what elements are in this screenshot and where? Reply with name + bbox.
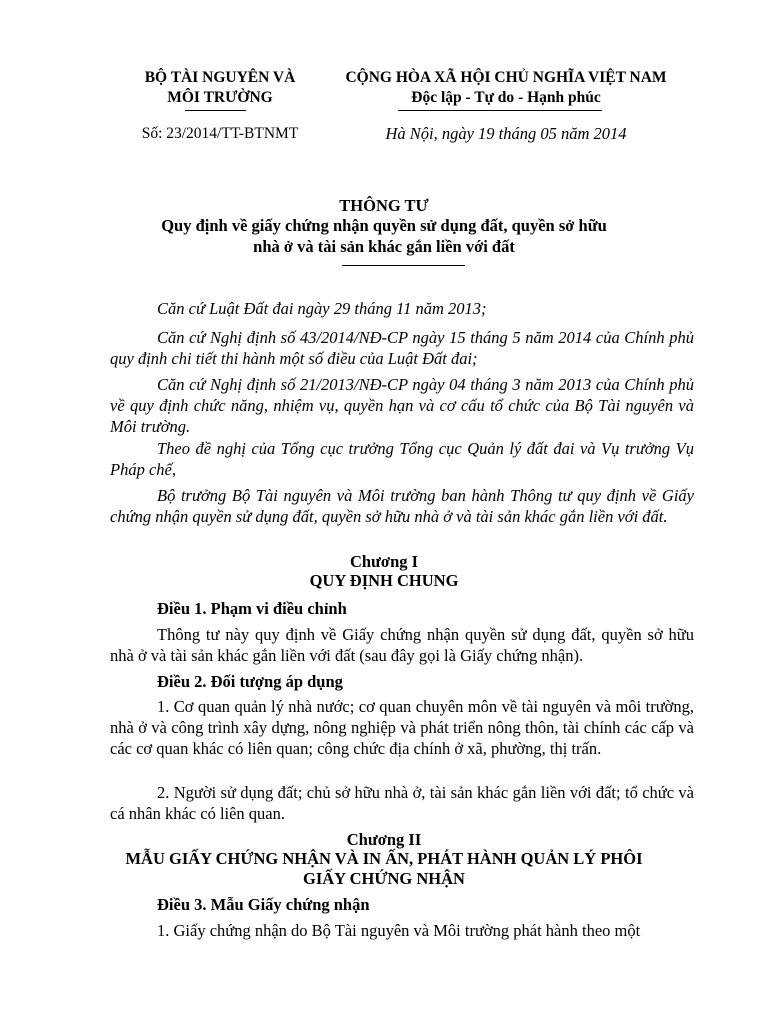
document-type: THÔNG TƯ xyxy=(339,196,429,215)
agency-line1: BỘ TÀI NGUYÊN VÀ xyxy=(144,69,296,86)
article3-title: Điều 3. Mẫu Giấy chứng nhận xyxy=(157,895,370,914)
chapter2-title-line2: GIẤY CHỨNG NHẬN xyxy=(303,869,465,888)
article1-title: Điều 1. Phạm vi điều chỉnh xyxy=(157,599,347,618)
chapter1-title: QUY ĐỊNH CHUNG xyxy=(309,571,459,590)
agency-underline xyxy=(185,110,246,111)
article3-item1: 1. Giấy chứng nhận do Bộ Tài nguyên và Môi trường phát hành theo một xyxy=(157,921,641,940)
motto: Độc lập - Tự do - Hạnh phúc xyxy=(411,89,601,106)
preamble-4: Theo đề nghị của Tổng cục trưởng Tổng cục Quản lý đất đai và Vụ trưởng Vụ Pháp chế, xyxy=(110,439,694,479)
place-date: Hà Nội, ngày 19 tháng 05 năm 2014 xyxy=(385,124,627,143)
chapter2-title-line1: MẪU GIẤY CHỨNG NHẬN VÀ IN ẤN, PHÁT HÀNH QUẢN LÝ PHÔI xyxy=(125,849,643,868)
article2-title: Điều 2. Đối tượng áp dụng xyxy=(157,672,343,691)
national-header xyxy=(322,68,690,108)
chapter2-label: Chương II xyxy=(346,830,422,849)
article2-item2: 2. Người sử dụng đất; chủ sở hữu nhà ở, tài sản khác gắn liền với đất; tổ chức và cá nhân khác có liên quan. xyxy=(110,783,694,823)
chapter1-label: Chương I xyxy=(349,552,419,571)
agency-line2: MÔI TRƯỜNG xyxy=(167,89,273,106)
article1-text: Thông tư này quy định về Giấy chứng nhận quyền sử dụng đất, quyền sở hữu nhà ở và tài sản khác gắn liền với đất (sau đây gọi là Giấy chứng nhận). xyxy=(110,625,694,665)
agency-name xyxy=(110,68,330,108)
motto-underline xyxy=(398,110,602,111)
country-name: CỘNG HÒA XÃ HỘI CHỦ NGHĨA VIỆT NAM xyxy=(345,69,667,86)
subject-line2: nhà ở và tài sản khác gắn liền với đất xyxy=(253,237,515,256)
subject-line1: Quy định về giấy chứng nhận quyền sử dụng đất, quyền sở hữu xyxy=(161,216,607,235)
preamble-3: Căn cứ Nghị định số 21/2013/NĐ-CP ngày 04 tháng 3 năm 2013 của Chính phủ về quy định chức năng, nhiệm vụ, quyền hạn và cơ cấu tổ chức của Bộ Tài nguyên và Môi trường. xyxy=(110,375,694,436)
preamble-5: Bộ trưởng Bộ Tài nguyên và Môi trường ban hành Thông tư quy định về Giấy chứng nhận quyền sử dụng đất, quyền sở hữu nhà ở và tài sản khác gắn liền với đất. xyxy=(110,486,694,526)
preamble-2: Căn cứ Nghị định số 43/2014/NĐ-CP ngày 15 tháng 5 năm 2014 của Chính phủ quy định chi tiết thi hành một số điều của Luật Đất đai; xyxy=(110,328,694,368)
doc-number: Số: 23/2014/TT-BTNMT xyxy=(141,125,299,142)
article2-item1: 1. Cơ quan quản lý nhà nước; cơ quan chuyên môn về tài nguyên và môi trường, nhà ở và công trình xây dựng, nông nghiệp và phát triển nông thôn, tài chính các cấp và các cơ quan khác có liên quan; công chức địa chính ở xã, phường, thị trấn. xyxy=(110,697,694,758)
preamble-1: Căn cứ Luật Đất đai ngày 29 tháng 11 năm 2013; xyxy=(157,299,487,318)
title-underline xyxy=(342,265,465,266)
